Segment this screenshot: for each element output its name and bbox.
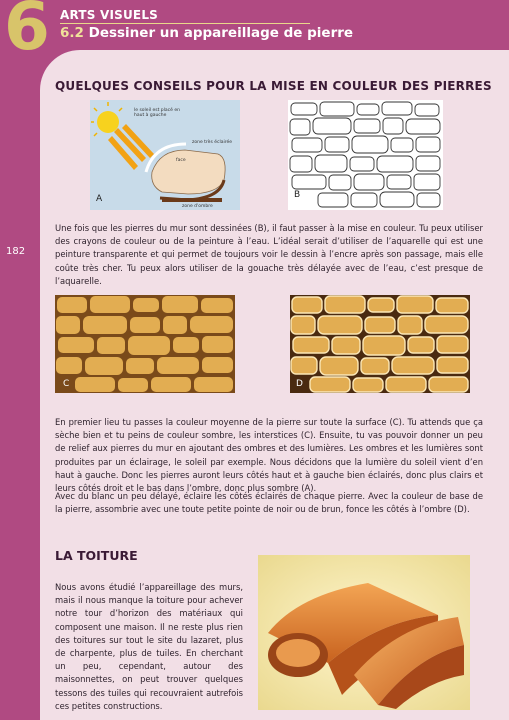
figure-d-shaded-wall [290, 295, 470, 393]
subheading-colors: QUELQUES CONSEILS POUR LA MISE EN COULEUR DES PIERRES [55, 79, 492, 93]
figure-b-label: B [294, 190, 301, 200]
header-rule [60, 23, 310, 24]
figure-d-label: D [296, 379, 303, 389]
figure-b-stone-drawing [288, 100, 443, 210]
figure-a-label: A [96, 194, 103, 204]
roof-tiles-image [258, 555, 470, 710]
sun-icon [97, 111, 119, 133]
figure-c-flat-colored-wall [55, 295, 235, 393]
section-title-text: Dessiner un appareillage de pierre [88, 25, 354, 41]
figure-a-note-shadow: zone d'ombre [182, 204, 213, 209]
chapter-number: 6 [4, 0, 50, 65]
figure-c-label: C [63, 379, 70, 389]
paragraph-roof: Nous avons étudié l’appareillage des murs, mais il nous manque la toiture pour achever notre tour d’horizon des matériaux qui composent une maison. Il ne reste plus rien des toitures sur tout le site du lazaret, plus de charpente, plus de tuiles. En cherchant un peu, cependant, autour des maisonnettes, on peut trouver quelques tessons des tuiles qui recouvraient autrefois ces petites constructions. [55, 582, 243, 711]
paragraph-coloring-steps: En premier lieu tu passes la couleur moyenne de la pierre sur toute la surface (C). Tu attends que ça sèche bien et tu peins de couleur sombre, les interstices (C). Ensuite, tu vas pouvoir donner un peu de relief aux pierres du mur en ajoutant des ombres et des lumières. Les ombres et les lumières sont produites par un éclairage, le soleil par exemple. Nous décidons que la lumière du soleil vient d’en haut à gauche. Donc les pierres auront leurs côtés haut et à gauche bien éclairés, donc plus clairs et leurs côtés droit et le bas dans l’ombre, donc plus sombre (A). [55, 417, 483, 494]
section-label: ARTS VISUELS [60, 8, 159, 22]
flat-stone-wall [55, 295, 235, 393]
page-header [0, 0, 509, 65]
section-number: 6.2 [60, 25, 84, 41]
subheading-roof: LA TOITURE [55, 548, 138, 563]
figure-a-note-face: face [176, 158, 186, 163]
figure-a-note-sun: le soleil est placé en haut à gauche [134, 108, 180, 118]
stone-outline-drawing [288, 100, 443, 210]
figure-a-note-light: zone très éclairée [192, 140, 233, 145]
shaded-stone-wall [290, 295, 470, 393]
figure-a-lighting-diagram [90, 100, 240, 210]
paragraph-highlights: Avec du blanc un peu délayé, éclaire les côtés éclairés de chaque pierre. Avec la couleur de base de la pierre, assombrie avec une toute petite pointe de noir ou de brun, fonce les côtés à l’ombre (D). [55, 491, 483, 515]
paragraph-coloring-intro: Une fois que les pierres du mur sont dessinées (B), il faut passer à la mise en couleur. Tu peux utiliser des crayons de couleur ou de la peinture à l’eau. L’idéal serait d’utiliser de l’aquarelle qui est une peinture transparente et qui permet de toujours voir le dessin à l’encre après son passage, mais elle coûte très cher. Tu peux alors utiliser de la gouache très délayée avec de l’eau, c’est presque de l’aquarelle. [55, 223, 483, 286]
page-number: 182 [6, 246, 26, 257]
section-title [60, 25, 353, 41]
roof-tiles-illustration [258, 555, 470, 710]
